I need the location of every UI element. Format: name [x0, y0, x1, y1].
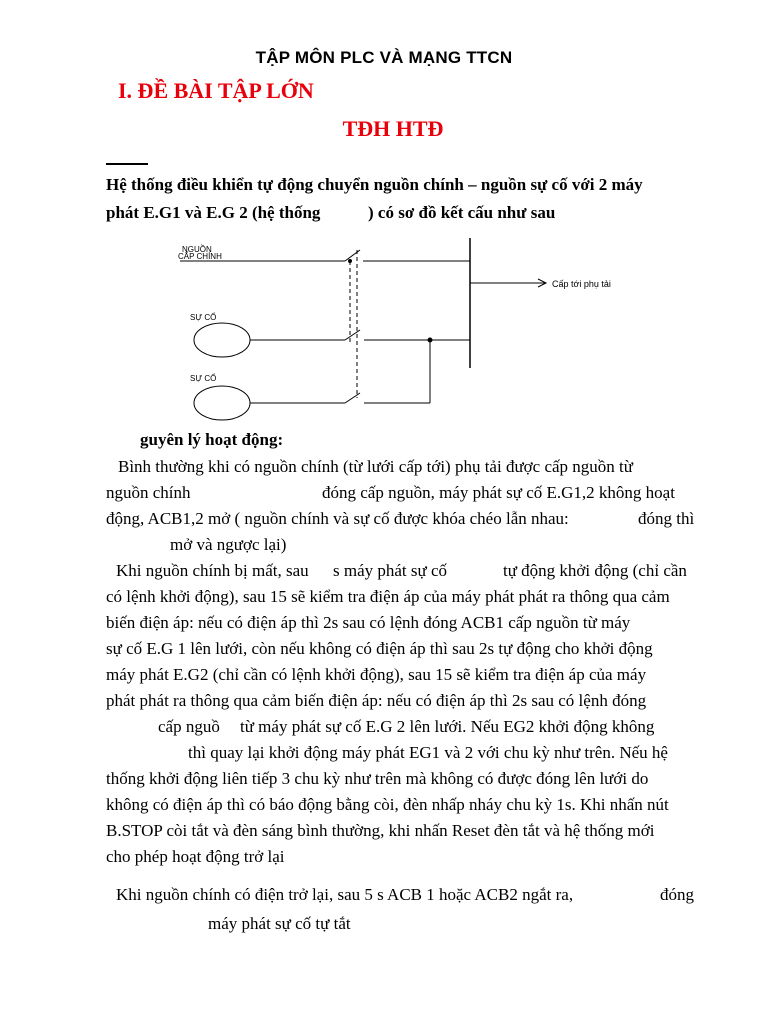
body-line-17a: Khi nguồn chính có điện trở lại, sau 5 s ACB 1 hoặc ACB2 ngắt ra, — [116, 885, 574, 904]
main-switch-blade — [345, 250, 360, 261]
gen2-switch-blade — [345, 393, 360, 403]
body-line-7: biến điện áp: nếu có điện áp thì 2s sau có lệnh đóng ACB1 cấp nguồn từ máy — [106, 613, 631, 632]
backup-1-label: SỰ CỐ — [190, 313, 217, 322]
body-line-4: mở và ngược lại) — [170, 535, 287, 554]
body-line-10: phát phát ra thông qua cảm biến điện áp: nếu có điện áp thì 2s sau có lệnh đóng — [106, 691, 647, 710]
body-line-12: thì quay lại khởi động máy phát EG1 và 2 với chu kỳ như trên. Nếu hệ — [188, 743, 668, 762]
body-line-3a: động, ACB1,2 mở ( nguồn chính và sự cố được khóa chéo lẫn nhau: — [106, 509, 569, 528]
body-line-3b: đóng thì — [638, 509, 695, 528]
body-line-1: Bình thường khi có nguồn chính (từ lưới cấp tới) phụ tải được cấp nguồn từ — [118, 457, 633, 476]
main-source-label-1: NGUỒN — [182, 245, 212, 254]
body-line-6: có lệnh khởi động), sau 15 sẽ kiểm tra điện áp của máy phát phát ra thông qua cảm — [106, 587, 670, 606]
main-source-label-2: CẤP CHÍNH — [178, 252, 222, 261]
body-line-14: không có điện áp thì có báo động bằng còi, đèn nhấp nháy chu kỳ 1s. Khi nhấn nút — [106, 795, 669, 814]
body-line-2b: đóng cấp nguồn, máy phát sự cố E.G1,2 không hoạt — [322, 483, 675, 502]
generator-2-symbol — [194, 386, 250, 420]
body-line-15: B.STOP còi tắt và đèn sáng bình thường, khi nhấn Reset đèn tắt và hệ thống mới — [106, 821, 655, 840]
section-title: I. ĐỀ BÀI TẬP LỚN — [118, 78, 314, 103]
body-line-8: sự cố E.G 1 lên lưới, còn nếu không có điện áp thì sau 2s tự động cho khởi động — [106, 639, 653, 658]
body-line-2a: nguồn chính — [106, 483, 191, 502]
generator-1-symbol — [194, 323, 250, 357]
section-subtitle: TĐH HTĐ — [342, 116, 444, 141]
document-header: TẬP MÔN PLC VÀ MẠNG TTCN — [255, 48, 513, 67]
principle-heading: guyên lý hoạt động: — [140, 430, 284, 449]
body-line-9: máy phát E.G2 (chỉ cần có lệnh khởi động), sau 15 sẽ kiểm tra điện áp của máy — [106, 665, 647, 684]
short-rule-divider — [106, 163, 148, 165]
body-line-5a: Khi nguồn chính bị mất, sau — [116, 561, 309, 580]
backup-2-label: SỰ CỐ — [190, 374, 217, 383]
intro-line-2a: phát E.G1 và E.G 2 (hệ thống — [106, 203, 321, 222]
body-line-13: thống khởi động liên tiếp 3 chu kỳ như trên mà không có được đóng lên lưới do — [106, 769, 649, 788]
body-line-5c: tự động khởi động (chỉ cần — [503, 561, 687, 580]
gen1-switch-blade — [345, 330, 360, 340]
load-label: Cấp tới phụ tải — [552, 279, 611, 289]
circuit-diagram — [160, 228, 660, 423]
body-line-11a: cấp nguồ — [158, 717, 220, 736]
body-line-11b: từ máy phát sự cố E.G 2 lên lưới. Nếu EG2 khởi động không — [240, 717, 655, 736]
body-line-17b: đóng — [660, 885, 694, 904]
body-line-5b: s máy phát sự cố — [333, 561, 448, 580]
intro-line-2b: ) có sơ đồ kết cấu như sau — [368, 203, 556, 222]
body-line-18: máy phát sự cố tự tắt — [208, 914, 351, 933]
body-line-16: cho phép hoạt động trở lại — [106, 847, 285, 866]
intro-line-1: Hệ thống điều khiển tự động chuyển nguồn chính – nguồn sự cố với 2 máy — [106, 175, 643, 194]
